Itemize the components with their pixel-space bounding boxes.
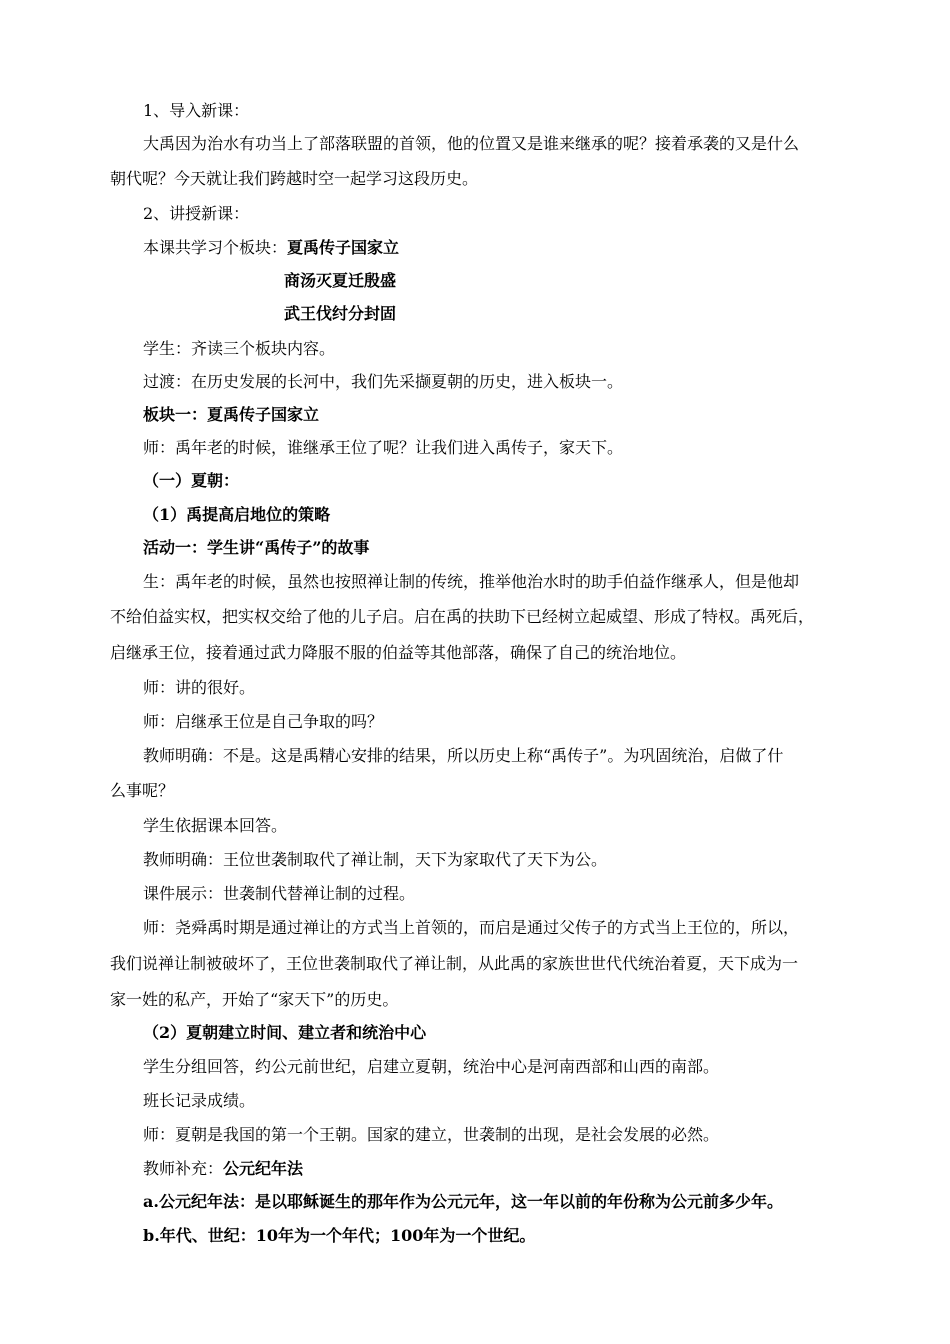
subsection-heading-2: （2）夏朝建立时间、建立者和统治中心 xyxy=(143,1023,427,1042)
paragraph-line: 师：讲的很好。 xyxy=(143,678,256,697)
paragraph-line: 启继承王位，接着通过武力降服不服的伯益等其他部落，确保了自己的统治地位。 xyxy=(110,643,687,662)
section-heading-intro: 1、导入新课： xyxy=(143,101,250,120)
paragraph-line: 朝代呢？今天就让我们跨越时空一起学习这段历史。 xyxy=(110,169,479,188)
block-title-2: 商汤灭夏迁殷盛 xyxy=(284,271,397,290)
paragraph-line: 不给伯益实权，把实权交给了他的儿子启。启在禹的扶助下已经树立起威望、形成了特权。禹死后， xyxy=(110,607,815,626)
paragraph-line: 大禹因为治水有功当上了部落联盟的首领，他的位置又是谁来继承的呢？接着承袭的又是什么 xyxy=(143,134,800,153)
definition-a: a.公元纪年法：是以耶稣诞生的那年作为公元元年，这一年以前的年份称为公元前多少年。 xyxy=(143,1192,783,1211)
block-title-3: 武王伐纣分封固 xyxy=(284,304,397,323)
paragraph-line: 学生分组回答，约公元前世纪，启建立夏朝，统治中心是河南西部和山西的南部。 xyxy=(143,1057,720,1076)
teacher-supplement-label: 教师补充： xyxy=(143,1159,224,1178)
section-heading-teach: 2、讲授新课： xyxy=(143,204,250,223)
block-one-heading: 板块一：夏禹传子国家立 xyxy=(143,405,320,424)
paragraph-line: 家一姓的私产，开始了“家天下”的历史。 xyxy=(110,990,399,1009)
paragraph-line: 过渡：在历史发展的长河中，我们先采撷夏朝的历史，进入板块一。 xyxy=(143,372,624,391)
subsection-heading-1: （1）禹提高启地位的策略 xyxy=(143,505,331,524)
paragraph-line: 么事呢？ xyxy=(110,781,175,800)
paragraph-line: 师：夏朝是我国的第一个王朝。国家的建立，世袭制的出现，是社会发展的必然。 xyxy=(143,1125,720,1144)
paragraph-line: 学生依据课本回答。 xyxy=(143,816,288,835)
paragraph-line: 生：禹年老的时候，虽然也按照禅让制的传统，推举他治水时的助手伯益作继承人，但是他却 xyxy=(143,572,800,591)
paragraph-line: 班长记录成绩。 xyxy=(143,1091,256,1110)
activity-heading: 活动一：学生讲“禹传子”的故事 xyxy=(143,538,370,557)
paragraph-line: 师：启继承王位是自己争取的吗？ xyxy=(143,712,384,731)
subsection-heading-xia: （一）夏朝： xyxy=(143,471,240,490)
ad-calendar-title: 公元纪年法 xyxy=(223,1159,304,1178)
paragraph-line: 教师明确：王位世袭制取代了禅让制，天下为家取代了天下为公。 xyxy=(143,850,608,869)
paragraph-line: 师：禹年老的时候，谁继承王位了呢？让我们进入禹传子，家天下。 xyxy=(143,438,624,457)
paragraph-line: 师：尧舜禹时期是通过禅让的方式当上首领的，而启是通过父传子的方式当上王位的，所以， xyxy=(143,918,800,937)
block-title-1: 夏禹传子国家立 xyxy=(287,238,400,257)
paragraph-line: 教师明确：不是。这是禹精心安排的结果，所以历史上称“禹传子”。为巩固统治，启做了什 xyxy=(143,746,784,765)
paragraph-line: 学生：齐读三个板块内容。 xyxy=(143,339,336,358)
definition-b: b.年代、世纪：10年为一个年代；100年为一个世纪。 xyxy=(143,1226,536,1245)
paragraph-line xyxy=(143,1158,303,1180)
paragraph-line: 课件展示：世袭制代替禅让制的过程。 xyxy=(143,884,416,903)
paragraph-line: 我们说禅让制被破坏了，王位世袭制取代了禅让制，从此禹的家族世世代代统治着夏，天下成为一 xyxy=(110,954,799,973)
paragraph-line xyxy=(143,237,399,259)
blocks-intro-label: 本课共学习个板块： xyxy=(143,238,288,257)
